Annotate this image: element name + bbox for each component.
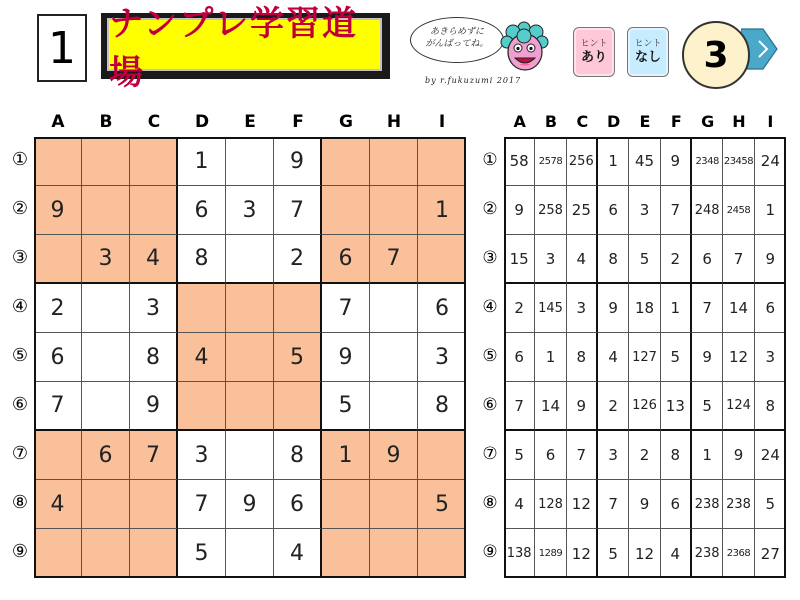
- candidate-cell: 2458: [723, 186, 754, 235]
- sudoku-cell[interactable]: 9: [370, 431, 418, 480]
- candidate-row-header: ⑧: [482, 493, 498, 513]
- candidate-cell: 8: [755, 382, 786, 431]
- sudoku-cell[interactable]: [130, 529, 178, 578]
- candidate-cell: 25: [567, 186, 598, 235]
- candidate-cell: 128: [535, 480, 566, 529]
- candidate-cell: 3: [629, 186, 660, 235]
- candidate-cell: 5: [598, 529, 629, 578]
- sudoku-cell[interactable]: [82, 186, 130, 235]
- candidate-cell: 256: [567, 137, 598, 186]
- candidate-cell: 14: [535, 382, 566, 431]
- candidate-cell: 5: [504, 431, 535, 480]
- sudoku-cell[interactable]: [370, 382, 418, 431]
- candidate-cell: 1: [535, 333, 566, 382]
- sudoku-cell[interactable]: 3: [226, 186, 274, 235]
- column-header: E: [244, 112, 256, 132]
- candidate-cell: 6: [692, 235, 723, 284]
- sudoku-board: [34, 137, 466, 578]
- candidate-cell: 8: [661, 431, 692, 480]
- candidate-cell: 15: [504, 235, 535, 284]
- sudoku-cell[interactable]: [370, 186, 418, 235]
- candidate-cell: 2348: [692, 137, 723, 186]
- candidate-cell: 6: [661, 480, 692, 529]
- hint-off-button[interactable]: [627, 27, 669, 77]
- candidate-cell: 18: [629, 284, 660, 333]
- column-header: B: [99, 112, 113, 132]
- candidate-column-header: C: [576, 112, 589, 131]
- sudoku-cell[interactable]: [82, 529, 130, 578]
- sudoku-cell[interactable]: 5: [274, 333, 322, 382]
- candidate-cell: 3: [755, 333, 786, 382]
- sudoku-cell[interactable]: 4: [274, 529, 322, 578]
- sudoku-cell[interactable]: 6: [34, 333, 82, 382]
- column-header: F: [292, 112, 304, 132]
- candidate-cell: 1: [755, 186, 786, 235]
- sudoku-cell[interactable]: 7: [370, 235, 418, 284]
- sudoku-cell[interactable]: 2: [34, 284, 82, 333]
- candidate-cell: 4: [567, 235, 598, 284]
- candidate-cell: 4: [661, 529, 692, 578]
- candidate-column-header: H: [732, 112, 746, 131]
- sudoku-cell[interactable]: 6: [274, 480, 322, 529]
- candidate-cell: 2: [504, 284, 535, 333]
- candidate-cell: 5: [629, 235, 660, 284]
- candidate-cell: 7: [692, 284, 723, 333]
- sudoku-cell[interactable]: [226, 284, 274, 333]
- column-header: A: [51, 112, 65, 132]
- sudoku-cell[interactable]: [418, 529, 466, 578]
- title-banner: [101, 3, 390, 93]
- hint-off-small-label: ヒント: [634, 39, 662, 49]
- candidate-cell: 12: [723, 333, 754, 382]
- candidate-column-header: E: [639, 112, 651, 131]
- sudoku-cell[interactable]: [34, 235, 82, 284]
- sudoku-cell[interactable]: 7: [322, 284, 370, 333]
- candidate-cell: 238: [692, 529, 723, 578]
- candidate-cell: 5: [755, 480, 786, 529]
- sudoku-cell[interactable]: [322, 137, 370, 186]
- candidate-cell: 2368: [723, 529, 754, 578]
- candidate-column-header: D: [607, 112, 621, 131]
- candidate-cell: 258: [535, 186, 566, 235]
- row-header: ⑦: [11, 443, 29, 464]
- sudoku-cell[interactable]: [34, 137, 82, 186]
- sudoku-cell[interactable]: [82, 382, 130, 431]
- byline: by r.fukuzumi 2017: [425, 76, 522, 85]
- candidate-cell: 2578: [535, 137, 566, 186]
- column-header: G: [339, 112, 353, 132]
- candidate-cell: 12: [629, 529, 660, 578]
- puzzle-number: 1: [37, 14, 87, 82]
- sudoku-cell[interactable]: [322, 186, 370, 235]
- sudoku-cell[interactable]: [178, 284, 226, 333]
- candidate-column-header: A: [513, 112, 526, 131]
- candidate-cell: 145: [535, 284, 566, 333]
- sudoku-cell[interactable]: [226, 431, 274, 480]
- sudoku-cell[interactable]: 1: [418, 186, 466, 235]
- level-indicator: 3: [682, 21, 750, 89]
- column-header: D: [194, 112, 210, 132]
- sudoku-cell[interactable]: 1: [178, 137, 226, 186]
- sudoku-cell[interactable]: [274, 382, 322, 431]
- candidate-cell: 1: [692, 431, 723, 480]
- sudoku-cell[interactable]: 8: [130, 333, 178, 382]
- candidate-cell: 4: [504, 480, 535, 529]
- sudoku-cell[interactable]: [370, 529, 418, 578]
- row-header: ⑥: [11, 394, 29, 415]
- candidate-board: [504, 137, 786, 578]
- row-header: ⑧: [11, 492, 29, 513]
- candidate-cell: 7: [598, 480, 629, 529]
- candidate-cell: 24: [755, 137, 786, 186]
- candidate-row-header: ①: [482, 150, 498, 170]
- sudoku-cell[interactable]: [370, 333, 418, 382]
- candidate-cell: 13: [661, 382, 692, 431]
- sudoku-cell[interactable]: [370, 137, 418, 186]
- column-header: H: [386, 112, 402, 132]
- candidate-row-header: ⑨: [482, 542, 498, 562]
- bubble-text: [411, 26, 503, 50]
- candidate-cell: 238: [723, 480, 754, 529]
- sudoku-cell[interactable]: [322, 480, 370, 529]
- candidate-cell: 9: [723, 431, 754, 480]
- candidate-cell: 58: [504, 137, 535, 186]
- candidate-row-header: ④: [482, 297, 498, 317]
- sudoku-cell[interactable]: [34, 529, 82, 578]
- sudoku-cell[interactable]: 7: [178, 480, 226, 529]
- candidate-cell: 7: [504, 382, 535, 431]
- sudoku-cell[interactable]: [82, 480, 130, 529]
- bubble-line-2: がんばってね。: [425, 39, 489, 49]
- candidate-cell: 9: [598, 284, 629, 333]
- sudoku-cell[interactable]: 9: [34, 186, 82, 235]
- sudoku-cell[interactable]: 4: [130, 235, 178, 284]
- sudoku-cell[interactable]: [226, 529, 274, 578]
- sudoku-cell[interactable]: 3: [178, 431, 226, 480]
- sudoku-cell[interactable]: 6: [322, 235, 370, 284]
- column-header: I: [438, 112, 446, 132]
- row-header: ⑨: [11, 541, 29, 562]
- row-header: ④: [11, 296, 29, 317]
- sudoku-cell[interactable]: 3: [130, 284, 178, 333]
- candidate-cell: 1: [661, 284, 692, 333]
- candidate-cell: 9: [504, 186, 535, 235]
- candidate-column-header: G: [701, 112, 715, 131]
- sudoku-cell[interactable]: 5: [178, 529, 226, 578]
- candidate-cell: 6: [598, 186, 629, 235]
- sudoku-cell[interactable]: [370, 480, 418, 529]
- row-header: ③: [11, 247, 29, 268]
- sudoku-cell[interactable]: 7: [34, 382, 82, 431]
- candidate-cell: 7: [567, 431, 598, 480]
- candidate-cell: 12: [567, 480, 598, 529]
- sudoku-cell[interactable]: [130, 186, 178, 235]
- candidate-cell: 4: [598, 333, 629, 382]
- hint-off-label: なし: [634, 50, 661, 65]
- sudoku-cell[interactable]: 1: [322, 431, 370, 480]
- candidate-cell: 8: [598, 235, 629, 284]
- candidate-cell: 248: [692, 186, 723, 235]
- column-header: C: [147, 112, 161, 132]
- sudoku-cell[interactable]: 2: [274, 235, 322, 284]
- candidate-row-header: ⑤: [482, 346, 498, 366]
- sudoku-cell[interactable]: [418, 235, 466, 284]
- sudoku-cell[interactable]: [418, 137, 466, 186]
- sudoku-cell[interactable]: 6: [418, 284, 466, 333]
- candidate-row-header: ③: [482, 248, 498, 268]
- sudoku-cell[interactable]: [82, 284, 130, 333]
- candidate-cell: 6: [535, 431, 566, 480]
- row-header: ②: [11, 198, 29, 219]
- candidate-column-header: B: [544, 112, 558, 131]
- candidate-cell: 5: [692, 382, 723, 431]
- candidate-cell: 5: [661, 333, 692, 382]
- bubble-line-1: あきらめずに: [429, 27, 484, 37]
- candidate-cell: 238: [692, 480, 723, 529]
- app-title: ナンプレ学習道場: [107, 18, 382, 71]
- candidate-cell: 2: [598, 382, 629, 431]
- sudoku-cell[interactable]: 3: [82, 235, 130, 284]
- candidate-column-header: F: [670, 112, 682, 131]
- sudoku-cell[interactable]: 7: [130, 431, 178, 480]
- candidate-cell: 9: [629, 480, 660, 529]
- candidate-cell: 7: [661, 186, 692, 235]
- sudoku-cell[interactable]: [226, 333, 274, 382]
- candidate-cell: 9: [661, 137, 692, 186]
- sudoku-cell[interactable]: 9: [274, 137, 322, 186]
- sudoku-cell[interactable]: 9: [322, 333, 370, 382]
- sudoku-cell[interactable]: 6: [82, 431, 130, 480]
- sudoku-cell[interactable]: 5: [418, 480, 466, 529]
- sudoku-cell[interactable]: [274, 284, 322, 333]
- sudoku-cell[interactable]: [418, 431, 466, 480]
- candidate-cell: 126: [629, 382, 660, 431]
- candidate-cell: 14: [723, 284, 754, 333]
- sudoku-cell[interactable]: [130, 137, 178, 186]
- sudoku-cell[interactable]: [178, 382, 226, 431]
- candidate-cell: 9: [692, 333, 723, 382]
- candidate-cell: 2: [629, 431, 660, 480]
- sudoku-cell[interactable]: [82, 333, 130, 382]
- candidate-row-header: ⑦: [482, 444, 498, 464]
- candidate-cell: 23458: [723, 137, 754, 186]
- hint-on-label: あり: [580, 50, 607, 65]
- candidate-column-header: I: [767, 112, 774, 131]
- candidate-cell: 3: [535, 235, 566, 284]
- candidate-cell: 7: [723, 235, 754, 284]
- sudoku-cell[interactable]: 7: [274, 186, 322, 235]
- sudoku-cell[interactable]: 4: [34, 480, 82, 529]
- candidate-cell: 138: [504, 529, 535, 578]
- candidate-cell: 124: [723, 382, 754, 431]
- candidate-cell: 2: [661, 235, 692, 284]
- candidate-cell: 12: [567, 529, 598, 578]
- candidate-cell: 3: [567, 284, 598, 333]
- candidate-cell: 127: [629, 333, 660, 382]
- smiling-face-icon: [497, 14, 553, 76]
- sudoku-cell[interactable]: 8: [178, 235, 226, 284]
- hint-on-button[interactable]: [573, 27, 615, 77]
- candidate-cell: 9: [755, 235, 786, 284]
- sudoku-cell[interactable]: [82, 137, 130, 186]
- candidate-cell: 6: [755, 284, 786, 333]
- speech-bubble: [410, 17, 504, 63]
- sudoku-cell[interactable]: 5: [322, 382, 370, 431]
- sudoku-cell[interactable]: 9: [130, 382, 178, 431]
- sudoku-cell[interactable]: [226, 235, 274, 284]
- sudoku-cell[interactable]: 8: [274, 431, 322, 480]
- candidate-row-header: ⑥: [482, 395, 498, 415]
- sudoku-cell[interactable]: [226, 137, 274, 186]
- candidate-cell: 24: [755, 431, 786, 480]
- candidate-cell: 3: [598, 431, 629, 480]
- sudoku-cell[interactable]: [322, 529, 370, 578]
- candidate-cell: 8: [567, 333, 598, 382]
- sudoku-cell[interactable]: 6: [178, 186, 226, 235]
- sudoku-cell[interactable]: 9: [226, 480, 274, 529]
- sudoku-cell[interactable]: [34, 431, 82, 480]
- sudoku-cell[interactable]: [226, 382, 274, 431]
- candidate-cell: 27: [760, 544, 780, 563]
- sudoku-cell[interactable]: [130, 480, 178, 529]
- sudoku-cell[interactable]: 4: [178, 333, 226, 382]
- sudoku-cell[interactable]: 8: [418, 382, 466, 431]
- row-header: ⑤: [11, 345, 29, 366]
- candidate-row-header: ②: [482, 199, 498, 219]
- candidate-cell: 6: [504, 333, 535, 382]
- hint-on-small-label: ヒント: [580, 39, 608, 49]
- candidate-cell: 9: [567, 382, 598, 431]
- candidate-cell: 1289: [535, 529, 566, 578]
- sudoku-cell[interactable]: 3: [418, 333, 466, 382]
- candidate-cell: 1: [598, 137, 629, 186]
- sudoku-cell[interactable]: [370, 284, 418, 333]
- row-header: ①: [11, 149, 29, 170]
- candidate-cell: 45: [629, 137, 660, 186]
